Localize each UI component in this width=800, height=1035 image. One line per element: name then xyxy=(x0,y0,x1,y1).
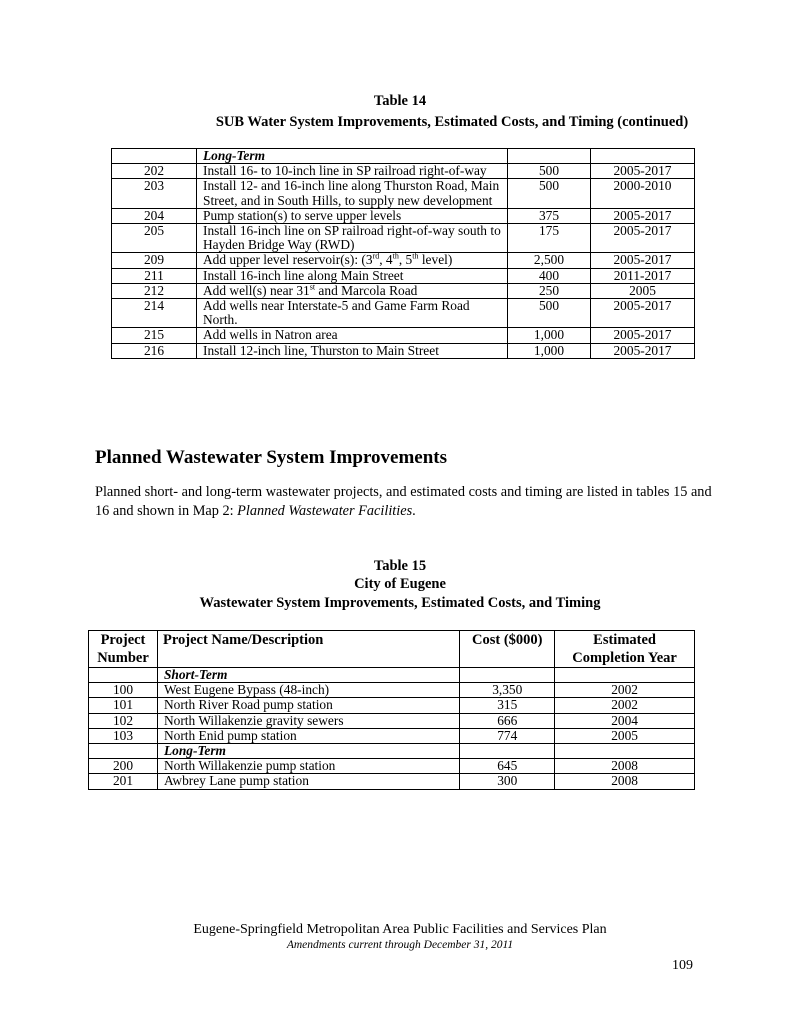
table-section-row xyxy=(89,668,695,683)
project-description: Add wells near Interstate-5 and Game Farm Road North. xyxy=(197,299,508,328)
project-number: 202 xyxy=(112,164,197,179)
project-cost: 2,500 xyxy=(508,253,591,268)
table-section-row xyxy=(89,744,695,759)
project-timing: 2000-2010 xyxy=(591,179,695,208)
project-cost: 250 xyxy=(508,283,591,298)
project-timing: 2005-2017 xyxy=(591,164,695,179)
table-row xyxy=(112,268,695,283)
project-description: Install 12- and 16-inch line along Thurston Road, Main Street, and in South Hills, to supply new development xyxy=(197,179,508,208)
project-number: 216 xyxy=(112,343,197,358)
empty-cell xyxy=(460,744,555,759)
map-title: Planned Wastewater Facilities xyxy=(237,503,413,519)
table-section-row xyxy=(112,149,695,164)
table-row xyxy=(112,283,695,298)
project-cost: 774 xyxy=(460,728,555,743)
project-number: 103 xyxy=(89,728,158,743)
project-description: Add well(s) near 31st and Marcola Road xyxy=(197,283,508,298)
completion-year: 2002 xyxy=(555,683,695,698)
project-number: 102 xyxy=(89,713,158,728)
page-number: 109 xyxy=(672,958,693,973)
table-row xyxy=(112,224,695,253)
table-row xyxy=(89,774,695,789)
header-completion-year: Estimated Completion Year xyxy=(555,631,695,668)
project-timing: 2005-2017 xyxy=(591,224,695,253)
project-cost: 500 xyxy=(508,164,591,179)
project-description: North Willakenzie pump station xyxy=(157,759,459,774)
project-description: Install 16-inch line along Main Street xyxy=(197,268,508,283)
project-number: 215 xyxy=(112,328,197,343)
table-15-subtitle-2: Wastewater System Improvements, Estimated Costs, and Timing xyxy=(199,595,601,611)
table-row xyxy=(112,208,695,223)
table-row xyxy=(89,759,695,774)
project-number: 212 xyxy=(112,283,197,298)
project-cost: 400 xyxy=(508,268,591,283)
paragraph-text: Planned short- and long-term wastewater projects, and estimated costs and timing are listed in tables 15 and 16 and shown in Map 2: xyxy=(95,484,712,519)
table-14 xyxy=(111,148,695,359)
project-number: 200 xyxy=(89,759,158,774)
section-heading: Planned Wastewater System Improvements xyxy=(95,447,448,468)
empty-cell xyxy=(89,668,158,683)
table-15-subtitle-1: City of Eugene xyxy=(354,576,446,592)
paragraph-end: . xyxy=(412,503,416,519)
project-cost: 375 xyxy=(508,208,591,223)
project-description: Pump station(s) to serve upper levels xyxy=(197,208,508,223)
empty-cell xyxy=(89,744,158,759)
empty-cell xyxy=(555,668,695,683)
project-cost: 315 xyxy=(460,698,555,713)
project-description: Install 16-inch line on SP railroad right-of-way south to Hayden Bridge Way (RWD) xyxy=(197,224,508,253)
table-row xyxy=(112,164,695,179)
intro-paragraph xyxy=(95,483,715,521)
project-cost: 300 xyxy=(460,774,555,789)
completion-year: 2008 xyxy=(555,774,695,789)
table-row xyxy=(112,179,695,208)
project-number: 214 xyxy=(112,299,197,328)
project-cost: 500 xyxy=(508,299,591,328)
project-description: Add wells in Natron area xyxy=(197,328,508,343)
table-row xyxy=(89,713,695,728)
project-number: 205 xyxy=(112,224,197,253)
project-cost: 500 xyxy=(508,179,591,208)
project-cost: 645 xyxy=(460,759,555,774)
project-description: North River Road pump station xyxy=(157,698,459,713)
table-15-title: Table 15 xyxy=(373,558,427,574)
project-description: Install 16- to 10-inch line in SP railroad right-of-way xyxy=(197,164,508,179)
table-row xyxy=(112,343,695,358)
table-row xyxy=(89,698,695,713)
project-description: North Willakenzie gravity sewers xyxy=(157,713,459,728)
completion-year: 2008 xyxy=(555,759,695,774)
project-number: 204 xyxy=(112,208,197,223)
project-cost: 175 xyxy=(508,224,591,253)
project-cost: 1,000 xyxy=(508,343,591,358)
footer-title: Eugene-Springfield Metropolitan Area Public Facilities and Services Plan xyxy=(193,922,607,937)
table-row xyxy=(89,728,695,743)
project-timing: 2011-2017 xyxy=(591,268,695,283)
table-header-row xyxy=(89,631,695,668)
project-timing: 2005-2017 xyxy=(591,253,695,268)
project-description: Add upper level reservoir(s): (3rd, 4th, 5th level) xyxy=(197,253,508,268)
project-cost: 3,350 xyxy=(460,683,555,698)
section-label: Short-Term xyxy=(157,668,459,683)
table-row xyxy=(89,683,695,698)
project-timing: 2005 xyxy=(591,283,695,298)
table-row xyxy=(112,253,695,268)
section-label: Long-Term xyxy=(197,149,508,164)
project-number: 209 xyxy=(112,253,197,268)
project-description: Install 12-inch line, Thurston to Main Street xyxy=(197,343,508,358)
completion-year: 2005 xyxy=(555,728,695,743)
section-label: Long-Term xyxy=(157,744,459,759)
project-description: Awbrey Lane pump station xyxy=(157,774,459,789)
project-description: West Eugene Bypass (48-inch) xyxy=(157,683,459,698)
empty-cell xyxy=(460,668,555,683)
table-14-subtitle: SUB Water System Improvements, Estimated Costs, and Timing (continued) xyxy=(215,114,689,130)
footer-amendments: Amendments current through December 31, 2011 xyxy=(286,939,514,951)
project-timing: 2005-2017 xyxy=(591,208,695,223)
completion-year: 2002 xyxy=(555,698,695,713)
table-14-title: Table 14 xyxy=(373,93,427,109)
completion-year: 2004 xyxy=(555,713,695,728)
project-cost: 1,000 xyxy=(508,328,591,343)
empty-cell xyxy=(555,744,695,759)
project-timing: 2005-2017 xyxy=(591,299,695,328)
header-project-number: Project Number xyxy=(89,631,158,668)
project-timing: 2005-2017 xyxy=(591,328,695,343)
project-number: 201 xyxy=(89,774,158,789)
header-cost: Cost ($000) xyxy=(460,631,555,668)
project-number: 203 xyxy=(112,179,197,208)
project-number: 101 xyxy=(89,698,158,713)
project-number: 100 xyxy=(89,683,158,698)
project-timing: 2005-2017 xyxy=(591,343,695,358)
table-row xyxy=(112,299,695,328)
header-description: Project Name/Description xyxy=(157,631,459,668)
project-number: 211 xyxy=(112,268,197,283)
table-row xyxy=(112,328,695,343)
table-15 xyxy=(88,630,695,790)
project-cost: 666 xyxy=(460,713,555,728)
project-description: North Enid pump station xyxy=(157,728,459,743)
